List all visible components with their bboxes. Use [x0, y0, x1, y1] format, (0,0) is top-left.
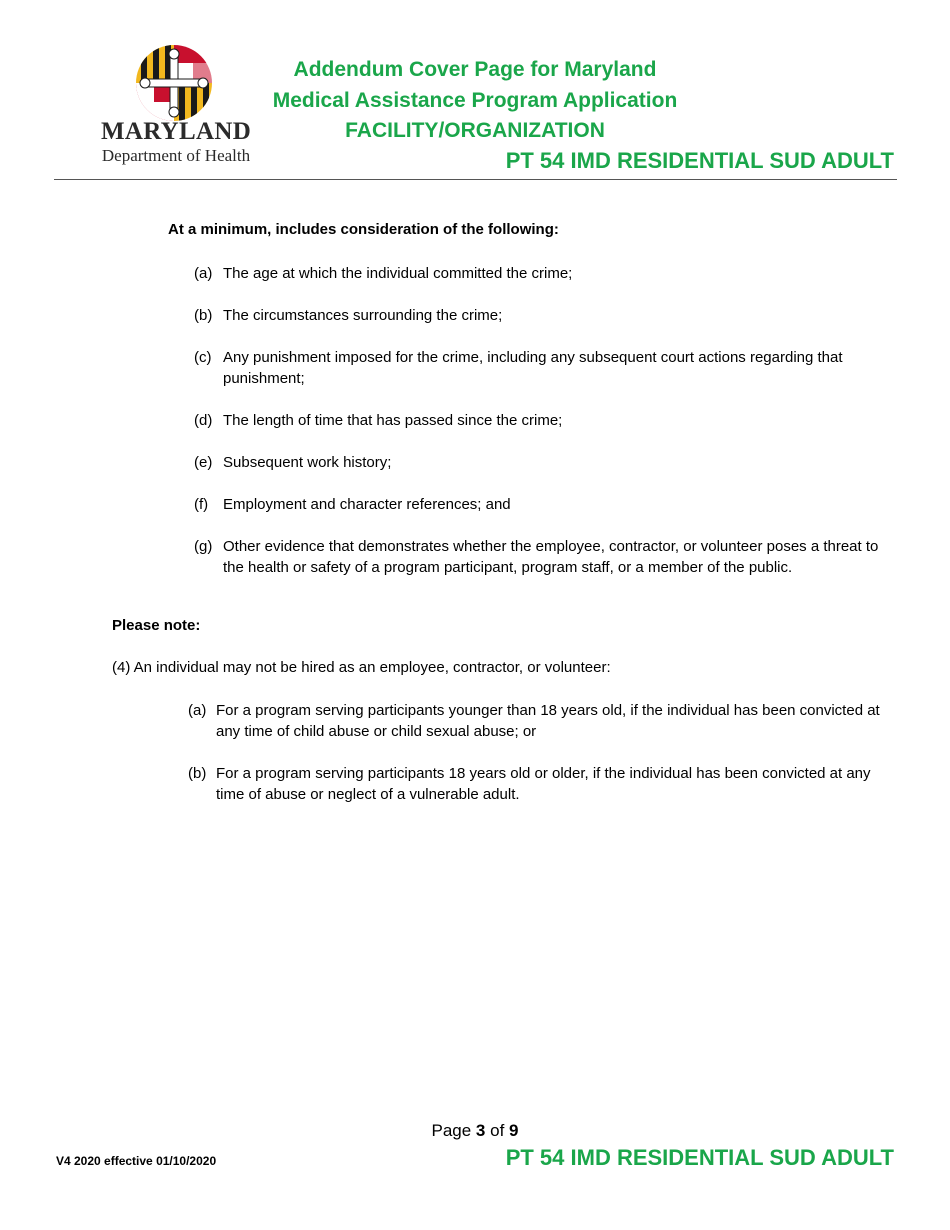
page-total: 9	[509, 1121, 519, 1140]
list-item-text: For a program serving participants younger than 18 years old, if the individual has been convicted at any time of child abuse or child sexual abuse; or	[216, 702, 880, 740]
list-item-text: The age at which the individual committed the crime;	[223, 265, 573, 282]
list-item	[194, 452, 894, 473]
footer-program-code: PT 54 IMD RESIDENTIAL SUD ADULT	[505, 1145, 894, 1170]
list-marker: (e)	[194, 454, 213, 471]
list-marker: (b)	[188, 765, 207, 782]
list-item	[188, 763, 898, 805]
list-item-text: The length of time that has passed since the crime;	[223, 412, 563, 429]
considerations-intro: At a minimum, includes consideration of the following:	[168, 221, 559, 238]
title-line-1: Addendum Cover Page for Maryland	[293, 58, 657, 81]
list-marker: (b)	[194, 307, 213, 324]
list-marker: (c)	[194, 349, 212, 366]
list-item	[194, 410, 894, 431]
page-current: 3	[475, 1121, 486, 1140]
title-line-2: Medical Assistance Program Application	[272, 89, 678, 112]
logo-state-name: MARYLAND	[100, 118, 252, 145]
page-number	[0, 1121, 950, 1141]
list-item	[194, 536, 894, 578]
header-program-code: PT 54 IMD RESIDENTIAL SUD ADULT	[505, 148, 894, 173]
list-marker: (a)	[188, 702, 207, 719]
list-item-text: Employment and character references; and	[223, 496, 511, 513]
considerations-list	[194, 263, 894, 599]
list-item-text: Any punishment imposed for the crime, including any subsequent court actions regarding that punishment;	[223, 349, 843, 387]
list-item	[194, 305, 894, 326]
logo-department: Department of Health	[101, 146, 251, 165]
list-marker: (g)	[194, 538, 213, 555]
restrictions-list	[188, 700, 898, 826]
list-item	[194, 347, 894, 389]
maryland-logo	[88, 40, 264, 170]
list-item-text: For a program serving participants 18 years old or older, if the individual has been convicted at any time of abuse or neglect of a vulnerable adult.	[216, 765, 871, 803]
header-divider	[54, 179, 897, 180]
title-line-3: FACILITY/ORGANIZATION	[345, 119, 605, 142]
list-item	[194, 263, 894, 284]
section-4-intro: (4) An individual may not be hired as an employee, contractor, or volunteer:	[112, 659, 611, 676]
list-item-text: The circumstances surrounding the crime;	[223, 307, 503, 324]
list-marker: (d)	[194, 412, 213, 429]
list-item	[188, 700, 898, 742]
page-of: of	[490, 1121, 505, 1140]
please-note-heading: Please note:	[112, 617, 201, 634]
version-label: V4 2020 effective 01/10/2020	[56, 1154, 217, 1168]
page-label: Page	[431, 1121, 472, 1140]
list-marker: (a)	[194, 265, 213, 282]
list-item	[194, 494, 894, 515]
list-marker: (f)	[194, 496, 209, 513]
list-item-text: Subsequent work history;	[223, 454, 392, 471]
list-item-text: Other evidence that demonstrates whether the employee, contractor, or volunteer poses a threat to the health or safety of a program participant, program staff, or a member of the public.	[223, 538, 879, 576]
maryland-flag-icon	[135, 44, 213, 122]
